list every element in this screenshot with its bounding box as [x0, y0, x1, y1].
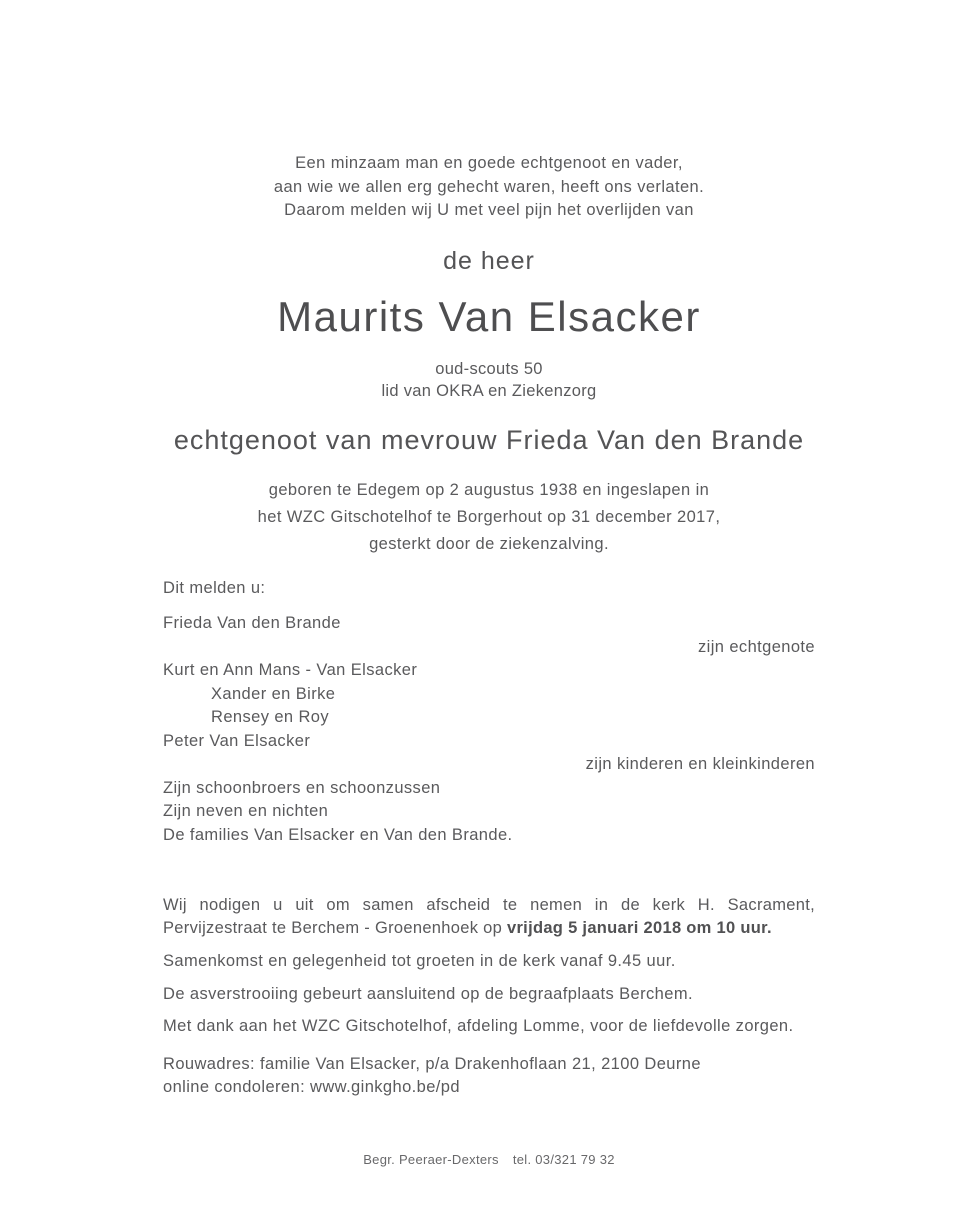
funeral-home-name: Begr. Peeraer-Dexters — [363, 1152, 499, 1167]
invitation-text: Wij nodigen u uit om samen afscheid te nemen in de kerk H. Sacrament, Pervijzestraat te Berchem - Groenenhoek op — [163, 896, 815, 937]
relation-label: zijn echtgenote — [698, 637, 815, 656]
ceremony-datetime: vrijdag 5 januari 2018 om 10 uur. — [506, 919, 772, 937]
gathering-info: Samenkomst en gelegenheid tot groeten in de kerk vanaf 9.45 uur. — [163, 952, 676, 970]
online-condolence: online condoleren: www.ginkgho.be/pd — [163, 1078, 460, 1096]
family-member: Kurt en Ann Mans - Van Elsacker — [163, 661, 418, 679]
funeral-home-phone: tel. 03/321 79 32 — [512, 1152, 615, 1167]
relation-label: zijn kinderen en kleinkinderen — [585, 755, 815, 773]
life-line: gesterkt door de ziekenzalving. — [369, 534, 609, 553]
deceased-name: Maurits Van Elsacker — [277, 292, 701, 340]
affiliation-line: oud-scouts 50 — [435, 359, 543, 378]
intro-text — [163, 0, 815, 223]
contact-block — [163, 1053, 815, 1100]
family-list — [163, 612, 815, 847]
intro-line: Daarom melden wij U met veel pijn het overlijden van — [284, 201, 694, 219]
announcement-heading: Dit melden u: — [163, 578, 266, 597]
document-content — [163, 0, 815, 1100]
family-member: Zijn schoonbroers en schoonzussen — [163, 778, 441, 797]
family-member: Frieda Van den Brande — [163, 614, 341, 632]
ash-scattering-info: De asverstrooiing gebeurt aansluitend op de begraafplaats Berchem. — [163, 984, 693, 1003]
ceremony-invitation — [163, 894, 815, 940]
funeral-home-footer — [0, 1152, 978, 1168]
affiliations — [163, 358, 815, 403]
life-line: geboren te Edegem op 2 augustus 1938 en ingeslapen in — [268, 480, 710, 499]
mourning-address: Rouwadres: familie Van Elsacker, p/a Drakenhoflaan 21, 2100 Deurne — [163, 1054, 701, 1073]
intro-line: aan wie we allen erg gehecht waren, heeft ons verlaten. — [273, 177, 705, 196]
family-member: Rensey en Roy — [211, 708, 330, 726]
thanks-note: Met dank aan het WZC Gitschotelhof, afdeling Lomme, voor de liefdevolle zorgen. — [163, 1017, 794, 1035]
family-member: De families Van Elsacker en Van den Brande. — [163, 825, 513, 844]
affiliation-line: lid van OKRA en Ziekenzorg — [381, 382, 597, 400]
salutation: de heer — [443, 246, 535, 275]
intro-line: Een minzaam man en goede echtgenoot en vader, — [295, 154, 683, 172]
family-member: Peter Van Elsacker — [163, 731, 311, 750]
life-line: het WZC Gitschotelhof te Borgerhout op 31 december 2017, — [257, 507, 721, 526]
family-member: Zijn neven en nichten — [163, 802, 329, 820]
life-dates-text — [163, 477, 815, 558]
family-member: Xander en Birke — [211, 684, 336, 703]
spouse-line: echtgenoot van mevrouw Frieda Van den Brande — [173, 424, 805, 455]
